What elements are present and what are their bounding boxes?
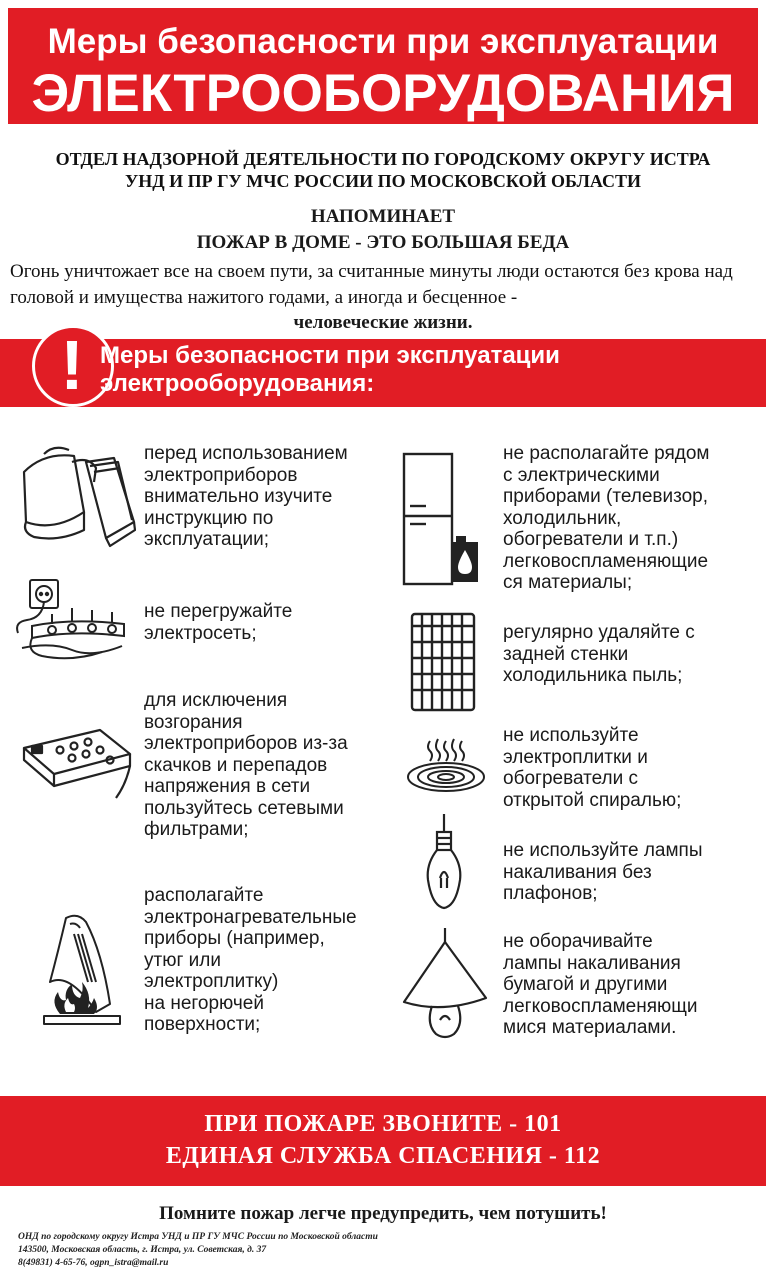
tip-remove-dust: регулярно удаляйте с задней стенки холодильника пыль; bbox=[503, 622, 695, 686]
intro-text: Огонь уничтожает все на своем пути, за считанные минуты люди остаются без крова над головой и имущества нажитого годами, а иногда и бесценное - bbox=[10, 261, 733, 308]
exclamation-icon: ! bbox=[60, 326, 84, 404]
bare-bulb-icon bbox=[424, 814, 464, 912]
footer-contacts: 8(49831) 4-65-76, ogpn_istra@mail.ru bbox=[18, 1258, 169, 1268]
tip-surge-filters: для исключения возгорания электроприборов из-за скачков и перепадов напряжения в сети пользуйтесь сетевыми фильтрами; bbox=[144, 690, 348, 840]
iron-fire-icon bbox=[30, 912, 130, 1028]
emergency-banner bbox=[0, 1096, 766, 1186]
fridge-canister-icon bbox=[400, 452, 482, 588]
tip-nonflammable-surface: располагайте электронагревательные приборы (например, утюг или электроплитку) на негорючей поверхности; bbox=[144, 885, 357, 1035]
tip-instructions: перед использованием электроприборов внимательно изучите инструкцию по эксплуатации; bbox=[144, 443, 348, 550]
overloaded-socket-icon bbox=[12, 578, 132, 664]
tip-no-flammables-nearby: не располагайте рядом с электрическими приборами (телевизор, холодильник, обогреватели и т.п.) легковоспламеняющие ся материалы; bbox=[503, 443, 710, 593]
reminder-line1: НАПОМИНАЕТ bbox=[310, 206, 456, 227]
intro-bold: человеческие жизни. bbox=[293, 312, 473, 333]
section-title-line2: электрооборудования: bbox=[100, 370, 375, 397]
tip-no-bare-bulbs: не используйте лампы накаливания без плафонов; bbox=[503, 840, 703, 904]
open-coil-heater-icon bbox=[406, 737, 486, 793]
covered-bulb-icon bbox=[402, 928, 488, 1040]
header-title-line1: Меры безопасности при эксплуатации bbox=[47, 22, 719, 61]
header-title-line2: ЭЛЕКТРООБОРУДОВАНИЯ bbox=[31, 64, 735, 123]
header-banner bbox=[8, 8, 758, 124]
tip-no-wrapping-bulbs: не оборачивайте лампы накаливания бумагой и другими легковоспламеняющи мися материалами. bbox=[503, 931, 698, 1038]
section-title bbox=[100, 342, 660, 398]
fridge-coil-icon bbox=[410, 612, 476, 712]
tip-no-overload: не перегружайте электросеть; bbox=[144, 601, 293, 644]
footer-org: ОНД по городскому округу Истра УНД и ПР ГУ МЧС России по Московской области bbox=[18, 1232, 378, 1242]
footer-address: 143500, Московская область, г. Истра, ул. Советская, д. 37 bbox=[18, 1245, 267, 1255]
tip-no-open-coil: не используйте электроплитки и обогреватели с открытой спиралью; bbox=[503, 725, 682, 811]
reminder-line2: ПОЖАР В ДОМЕ - ЭТО БОЛЬШАЯ БЕДА bbox=[196, 232, 570, 253]
section-title-line1: Меры безопасности при эксплуатации bbox=[100, 342, 560, 369]
remember-slogan: Помните пожар легче предупредить, чем потушить! bbox=[159, 1203, 607, 1224]
fire-phone: ПРИ ПОЖАРЕ ЗВОНИТЕ - 101 bbox=[204, 1111, 562, 1137]
surge-protector-icon bbox=[20, 724, 132, 802]
rescue-phone: ЕДИНАЯ СЛУЖБА СПАСЕНИЯ - 112 bbox=[165, 1143, 601, 1169]
department-line1: ОТДЕЛ НАДЗОРНОЙ ДЕЯТЕЛЬНОСТИ ПО ГОРОДСКОМУ ОКРУГУ ИСТРА bbox=[55, 149, 711, 169]
department-line2: УНД И ПР ГУ МЧС РОССИИ ПО МОСКОВСКОЙ ОБЛАСТИ bbox=[125, 171, 641, 191]
kettle-manual-icon bbox=[14, 442, 136, 550]
